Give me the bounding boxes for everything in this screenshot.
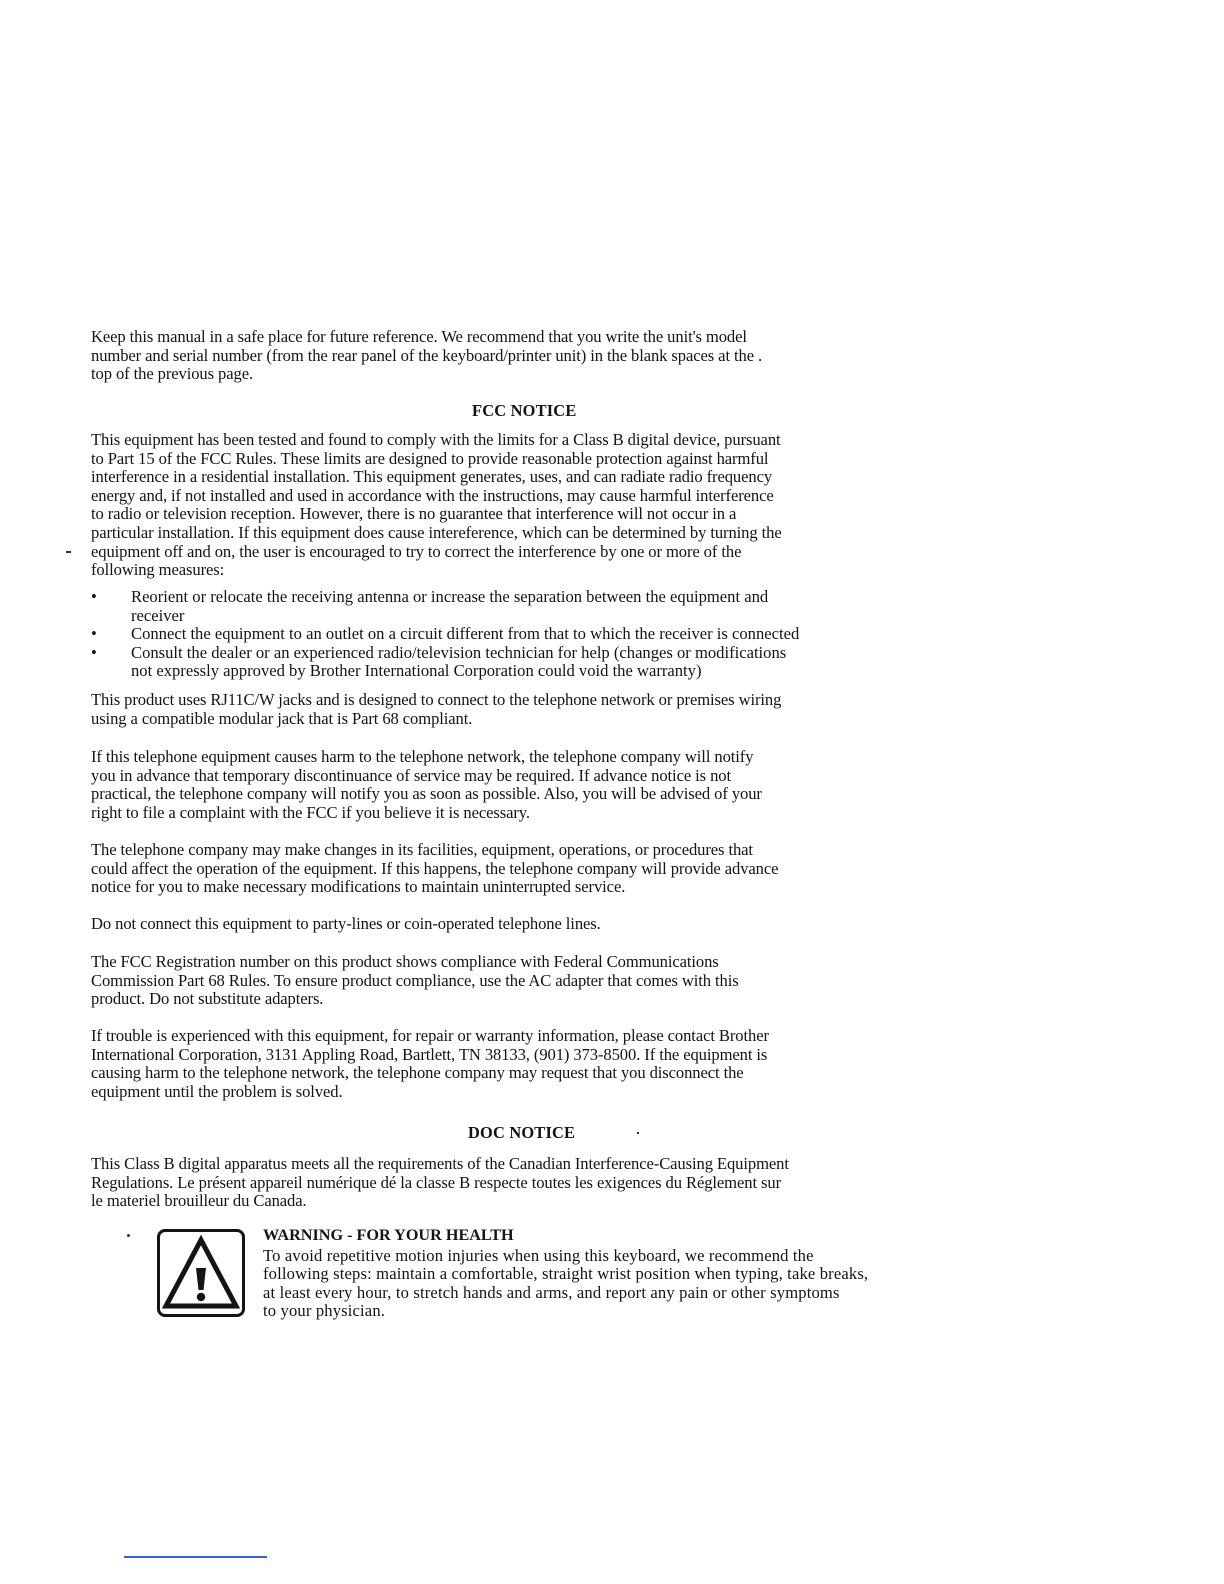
registration-line: product. Do not substitute adapters. — [91, 989, 324, 1009]
warning-body — [263, 1247, 963, 1321]
intro-line: Keep this manual in a safe place for future reference. We recommend that you write the unit's model — [91, 327, 747, 346]
scan-speck — [637, 1132, 639, 1134]
changes-paragraph — [91, 841, 951, 897]
doc-paragraph — [91, 1155, 951, 1211]
scan-speck — [66, 551, 71, 553]
fcc-line: to radio or television reception. However, there is no guarantee that interference will not occur in a — [91, 504, 737, 524]
list-item — [91, 644, 971, 681]
intro-line: number and serial number (from the rear panel of the keyboard/printer unit) in the blank spaces at the . — [91, 345, 763, 365]
fcc-line: interference in a residential installation. This equipment generates, uses, and can radiate radio frequency — [91, 467, 773, 487]
harm-line: right to file a complaint with the FCC if you believe it is necessary. — [91, 802, 530, 822]
party-line-paragraph — [91, 915, 951, 934]
list-item-line: not expressly approved by Brother International Corporation could void the warranty) — [131, 661, 702, 681]
doc-line: le materiel brouilleur du Canada. — [91, 1191, 307, 1211]
warning-triangle-icon — [157, 1229, 245, 1317]
changes-line: could affect the operation of the equipment. If this happens, the telephone company will provide advance — [91, 858, 779, 878]
fcc-notice-heading: FCC NOTICE — [472, 401, 577, 420]
harm-line: you in advance that temporary discontinuance of service may be required. If advance notice is not — [91, 765, 731, 785]
fcc-line: particular installation. If this equipment does cause intereference, which can be determined by turning the — [91, 522, 782, 542]
harm-paragraph — [91, 748, 951, 822]
trouble-line: If trouble is experienced with this equipment, for repair or warranty information, please contact Brother — [91, 1026, 769, 1045]
harm-line: practical, the telephone company will notify you as soon as possible. Also, you will be advised of your — [91, 784, 762, 804]
doc-notice-heading: DOC NOTICE — [468, 1123, 576, 1142]
fcc-paragraph — [91, 431, 951, 580]
scan-speck — [127, 1234, 130, 1237]
party-line: Do not connect this equipment to party-lines or coin-operated telephone lines. — [91, 914, 601, 933]
fcc-line: This equipment has been tested and found to comply with the limits for a Class B digital device, pursuant — [91, 430, 781, 449]
registration-paragraph — [91, 953, 951, 1009]
fcc-measures-list — [91, 588, 971, 681]
fcc-line: to Part 15 of the FCC Rules. These limits are designed to provide reasonable protection against harmful — [91, 448, 769, 468]
registration-line: Commission Part 68 Rules. To ensure product compliance, use the AC adapter that comes with this — [91, 970, 739, 990]
list-item — [91, 588, 971, 625]
registration-line: The FCC Registration number on this product shows compliance with Federal Communications — [91, 952, 719, 971]
jacks-line: This product uses RJ11C/W jacks and is designed to connect to the telephone network or premises wiring — [91, 690, 782, 709]
trouble-line: International Corporation, 3131 Appling Road, Bartlett, TN 38133, (901) 373-8500. If the equipment is — [91, 1044, 768, 1064]
doc-line: Regulations. Le présent appareil numérique dé la classe B respecte toutes les exigences du Réglement sur — [91, 1172, 781, 1192]
trouble-line: causing harm to the telephone network, the telephone company may request that you disconnect the — [91, 1063, 744, 1083]
jacks-line: using a compatible modular jack that is Part 68 compliant. — [91, 708, 473, 728]
bullet-icon: • — [91, 587, 97, 606]
warning-line: To avoid repetitive motion injuries when using this keyboard, we recommend the — [263, 1245, 814, 1265]
doc-line: This Class B digital apparatus meets all the requirements of the Canadian Interference-Causing Equipment — [91, 1154, 789, 1173]
list-item — [91, 625, 971, 644]
bullet-icon: • — [91, 642, 97, 662]
jacks-paragraph — [91, 691, 951, 728]
harm-line: If this telephone equipment causes harm to the telephone network, the telephone company will notify — [91, 747, 754, 766]
list-item-line: receiver — [131, 605, 185, 625]
fcc-line: energy and, if not installed and used in accordance with the instructions, may cause harmful interference — [91, 485, 774, 505]
list-item-line: Consult the dealer or an experienced radio/television technician for help (changes or modifications — [131, 642, 787, 662]
warning-line: following steps: maintain a comfortable, straight wrist position when typing, take breaks, — [263, 1264, 869, 1284]
fcc-line: equipment off and on, the user is encouraged to try to correct the interference by one or more of the — [91, 541, 742, 561]
warning-section — [263, 1226, 963, 1321]
changes-line: notice for you to make necessary modifications to maintain uninterrupted service. — [91, 877, 626, 897]
list-item-line: Reorient or relocate the receiving antenna or increase the separation between the equipment and — [131, 587, 769, 606]
intro-paragraph — [91, 328, 951, 384]
changes-line: The telephone company may make changes in its facilities, equipment, operations, or procedures that — [91, 840, 753, 859]
warning-title: WARNING - FOR YOUR HEALTH — [263, 1226, 514, 1244]
intro-line: top of the previous page. — [91, 364, 254, 384]
warning-line: at least every hour, to stretch hands and arms, and report any pain or other symptoms — [263, 1282, 840, 1302]
bullet-icon: • — [91, 624, 97, 644]
list-item-line: Connect the equipment to an outlet on a circuit different from that to which the receiver is connected — [131, 624, 800, 644]
fcc-line: following measures: — [91, 560, 225, 580]
footer-rule — [124, 1556, 267, 1558]
trouble-paragraph — [91, 1027, 951, 1101]
trouble-line: equipment until the problem is solved. — [91, 1081, 343, 1101]
warning-line: to your physician. — [263, 1301, 386, 1321]
